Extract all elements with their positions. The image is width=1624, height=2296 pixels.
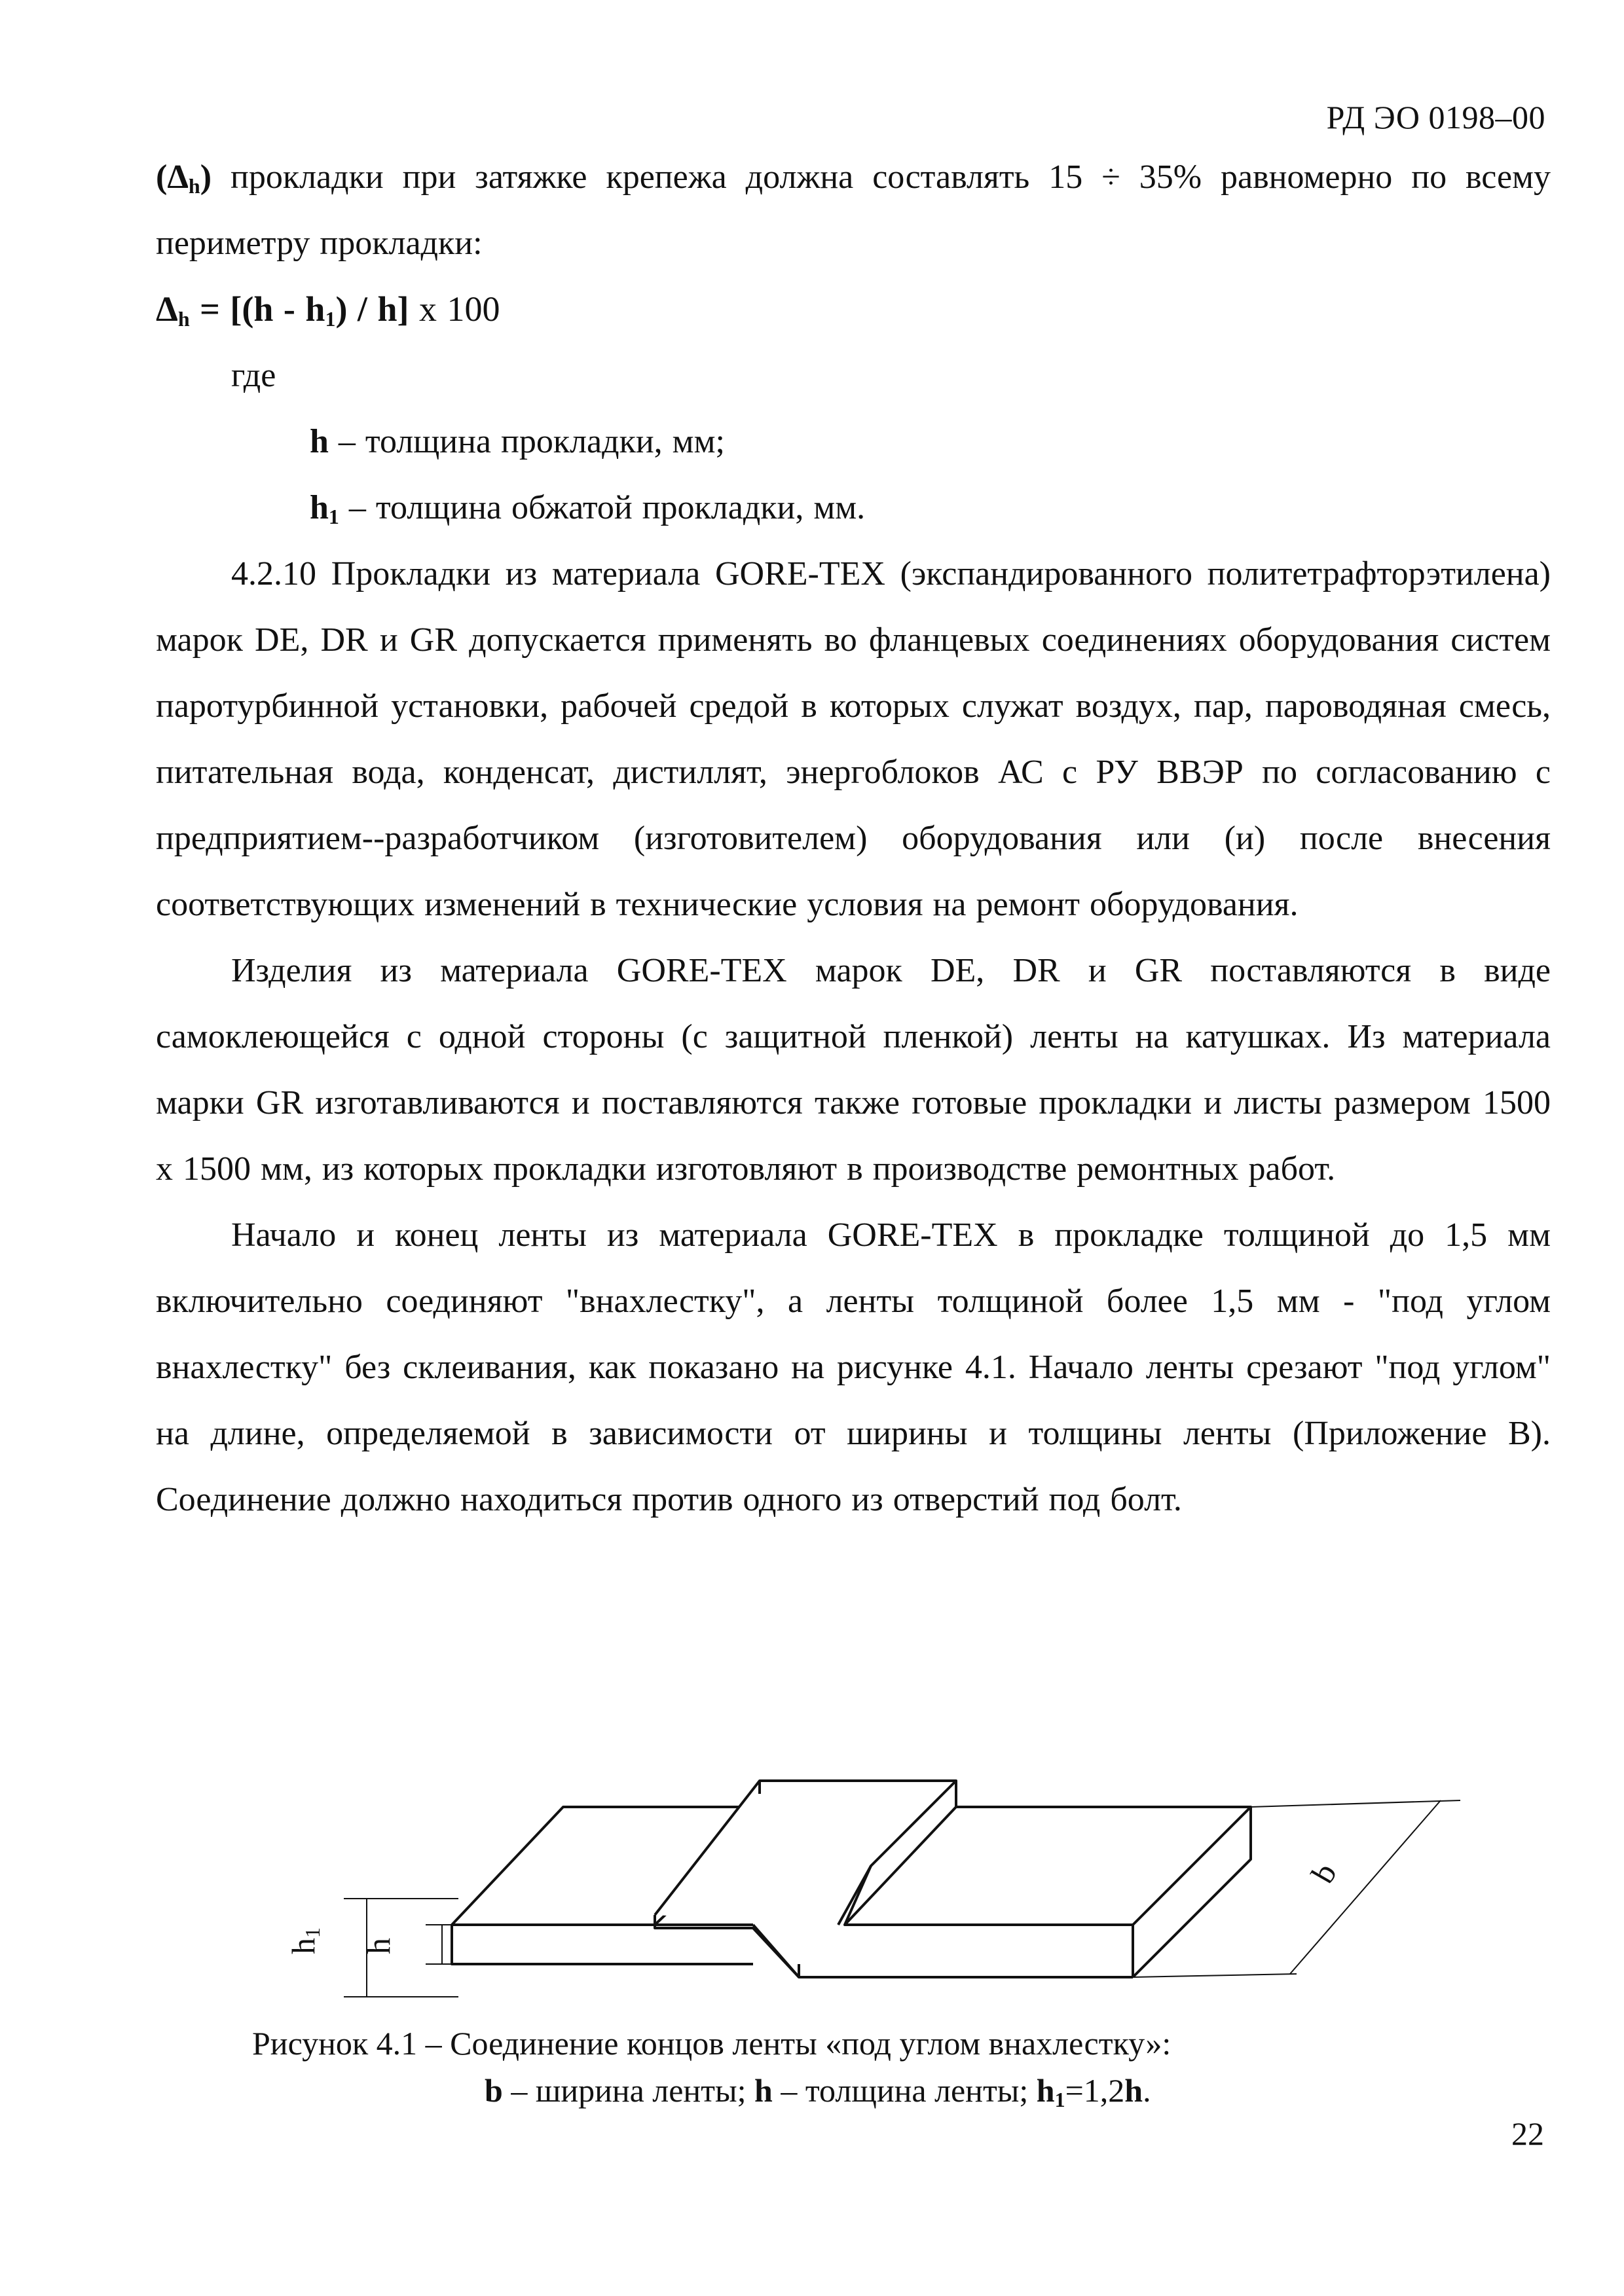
label-h: h — [360, 1938, 397, 1954]
definition-h1: $h_1$ – толщина обжатой прокладки, мм. — [310, 489, 866, 528]
definition-h: h – толщина прокладки, мм; — [310, 423, 725, 460]
caption-line-1: Рисунок 4.1 – Соединение концов ленты «под углом внахлестку»: — [252, 2025, 1172, 2062]
page-number: 22 — [1511, 2115, 1544, 2152]
tape-joint-drawing — [216, 1768, 1473, 2003]
document-code: РД ЭО 0198–00 — [1326, 99, 1545, 136]
paragraph-joining: Начало и конец ленты из материала GORE-TEX в прокладке толщиной до 1,5 мм включительно соединяют "внахлестку", а ленты толщиной более 1,5 мм - "под углом внахлестку" без склеивания, как показано на рисунке 4.1. Начало ленты срезают "под углом" на длине, определяемой в зависимости от ширины и толщины ленты (Приложение В). Соединение должно находиться против одного из отверстий под болт. — [156, 1216, 1551, 1518]
figure-tape-joint — [216, 1768, 1473, 2003]
label-h1: h1 — [285, 1927, 324, 1954]
paragraph-4-2-10: 4.2.10 Прокладки из материала GORE-TEX (экспандированного политетрафторэтилена) марок DE, DR и GR допускается применять во фланцевых соединениях оборудования систем паротурбинной установки, рабочей средой в которых служат воздух, пар, пароводяная смесь, питательная вода, конденсат, дистиллят, энергоблоков АС с РУ ВВЭР по согласованию с предприятием--разработчиком (изготовителем) оборудования или (и) после внесения соответствующих изменений в технические условия на ремонт оборудования. — [156, 555, 1551, 923]
where-label: где — [231, 357, 276, 394]
formula: $\Delta_h = [(h - h_1) / h]$ x 100 — [156, 289, 500, 331]
paragraph-supply: Изделия из материала GORE-TEX марок DE, DR и GR поставляются в виде самоклеющейся с одной стороны (с защитной пленкой) ленты на катушках. Из материала марки GR изготавливаются и поставляются также готовые прокладки и листы размером 1500 х 1500 мм, из которых прокладки изготовляют в производстве ремонтных работ. — [156, 952, 1551, 1188]
figure-caption — [252, 2020, 1171, 2114]
body-text — [156, 144, 1551, 1533]
intro-paragraph: $(\Delta_h)$ прокладки при затяжке крепежа должна составлять 15 ÷ 35% равномерно по всему периметру прокладки: — [156, 158, 1551, 262]
delta-symbol: $(\Delta_h)$ — [156, 158, 212, 198]
caption-line-2: b – ширина ленты; h – толщина ленты; $h_1=1,2h$. — [485, 2072, 1151, 2111]
label-b: b — [1304, 1856, 1344, 1889]
